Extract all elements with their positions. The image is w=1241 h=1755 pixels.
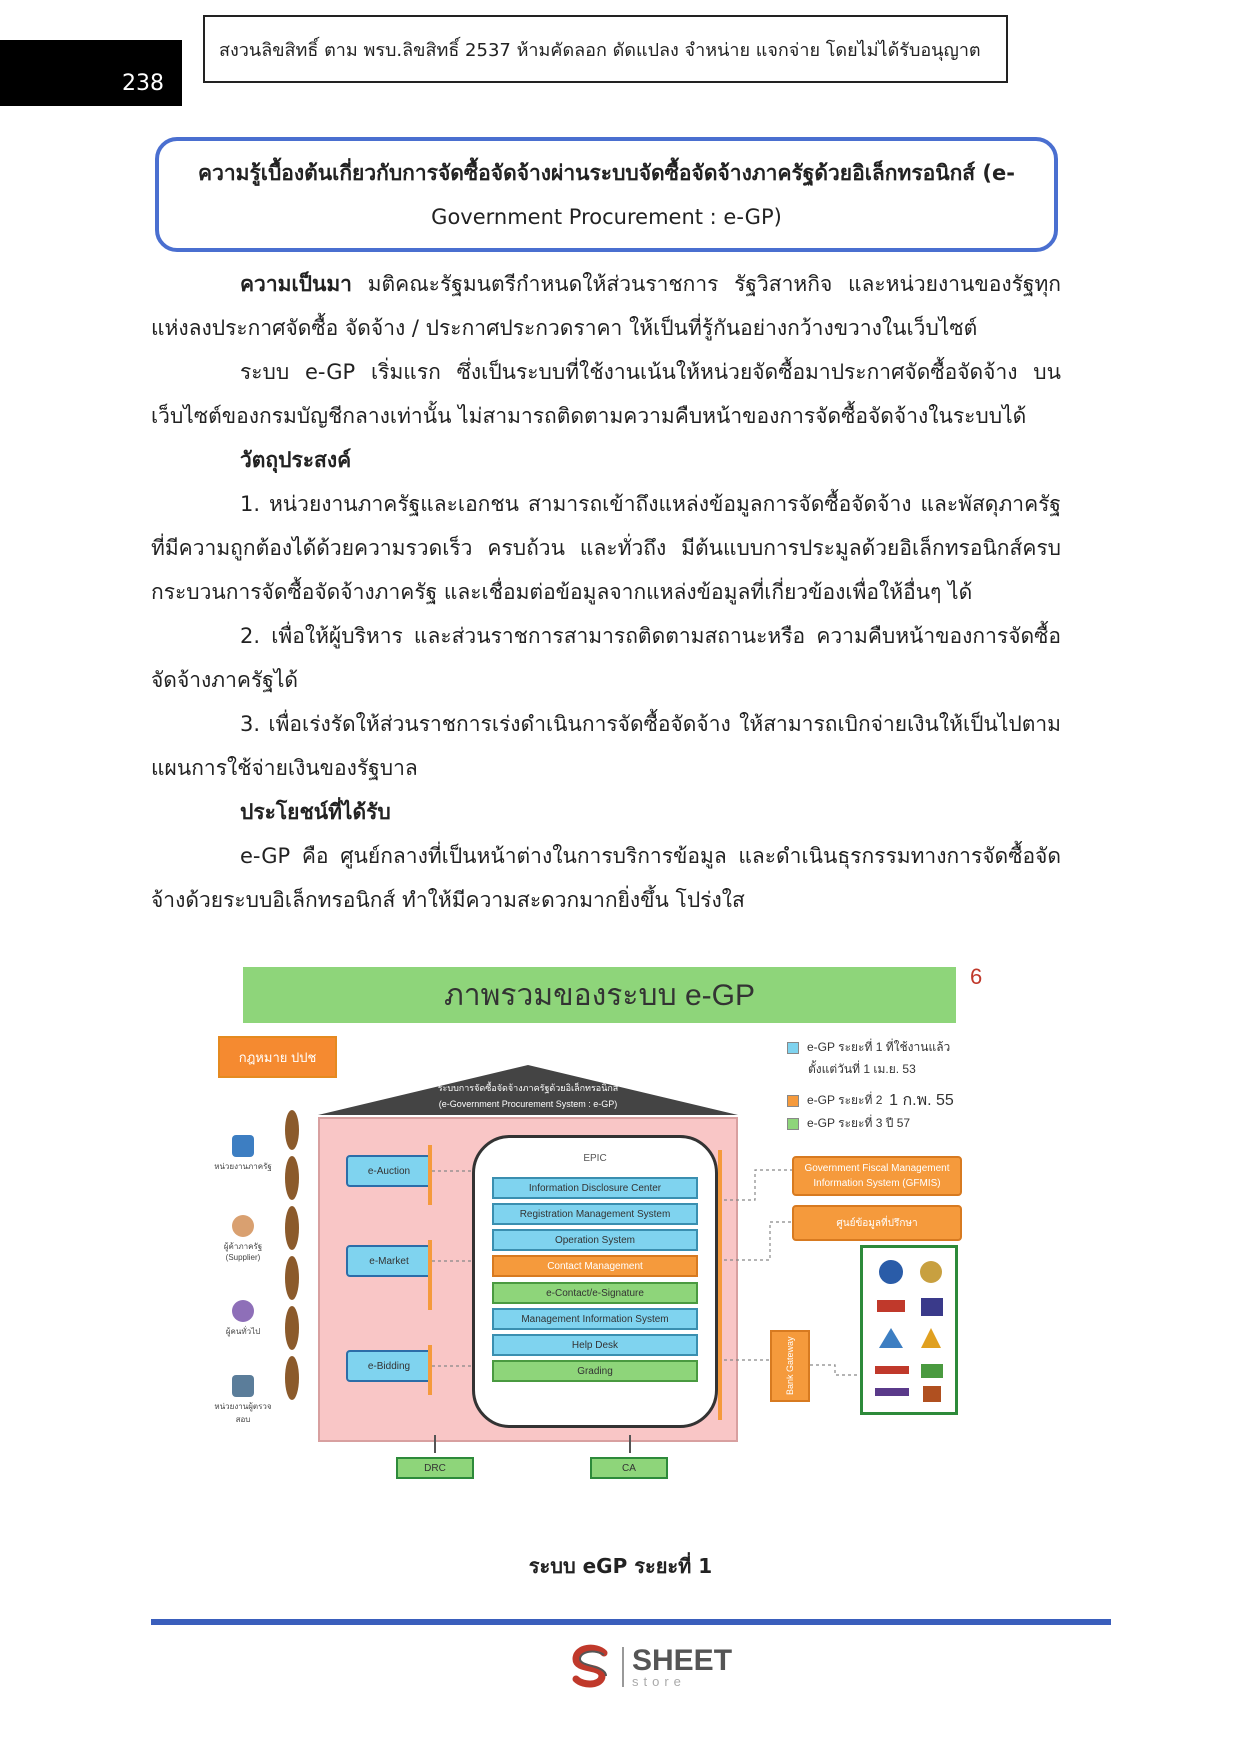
history-paragraph-2: ระบบ e-GP เริ่มแรก ซึ่งเป็นระบบที่ใช้งานเน้นให้หน่วยจัดซื้อมาประกาศจัดซื้อจัดจ้าง บนเว็บไซต์ของกรมบัญชีกลางเท่านั้น ไม่สามารถติดตามความคืบหน้าของการจัดซื้อจัดจ้างในระบบได้ (151, 360, 1061, 428)
roof-label-line2: (e-Government Procurement System : e-GP) (438, 1099, 618, 1109)
actor-supplier: ผู้ค้าภาครัฐ (Supplier) (210, 1215, 276, 1262)
logo-separator (622, 1647, 624, 1687)
objective-3: 3. เพื่อเร่งรัดให้ส่วนราชการเร่งดำเนินการจัดซื้อจัดจ้าง ให้สามารถเบิกจ่ายเงินให้เป็นไปตามแผนการใช้จ่ายเงินของรัฐบาล (151, 712, 1061, 780)
legend-swatch-green (787, 1118, 799, 1130)
benefit-1: e-GP คือ ศูนย์กลางที่เป็นหน้าต่างในการบริการข้อมูล และดำเนินธุรกรรมทางการจัดซื้อจัดจ้างด้วยระบบอิเล็กทรอนิกส์ ทำให้มีความสะดวกมากยิ่งขึ้น โปร่งใส (151, 844, 1061, 912)
epic-label: EPIC (583, 1153, 607, 1164)
e-market-box: e-Market (346, 1245, 432, 1277)
actor-government: หน่วยงานภาครัฐ (210, 1135, 276, 1173)
figure-caption: ระบบ eGP ระยะที่ 1 (528, 1554, 713, 1578)
law-box: กฎหมาย ปปช (218, 1036, 337, 1078)
history-label: ความเป็นมา (240, 272, 352, 296)
history-paragraph (151, 262, 1061, 350)
module-e-contact: e-Contact/e-Signature (492, 1282, 698, 1304)
legend-swatch-orange (787, 1095, 799, 1107)
logo-wordmark (632, 1646, 732, 1688)
module-information-disclosure: Information Disclosure Center (492, 1177, 698, 1199)
footer-rule (151, 1619, 1111, 1625)
module-mis: Management Information System (492, 1308, 698, 1330)
body-text (151, 262, 1061, 922)
bank-logos-panel (860, 1245, 958, 1415)
diagram-title: ภาพรวมของระบบ e-GP (243, 967, 956, 1023)
page-number-box (0, 40, 182, 106)
sheet-logo-icon (566, 1643, 614, 1691)
copyright-text: สงวนลิขสิทธิ์ ตาม พรบ.ลิขสิทธิ์ 2537 ห้ามคัดลอก ดัดแปลง จำหน่าย แจกจ่าย โดยไม่ได้รับอนุญาต (219, 39, 981, 61)
egp-overview-diagram (210, 960, 1000, 1500)
legend-phase-1: e-GP ระยะที่ 1 ที่ใช้งานแล้ว (787, 1038, 950, 1057)
legend-phase-2: e-GP ระยะที่ 2 1 ก.พ. 55 (787, 1088, 954, 1113)
module-grading: Grading (492, 1360, 698, 1382)
page-number: 238 (122, 71, 164, 96)
section-title-line1: ความรู้เบื้องต้นเกี่ยวกับการจัดซื้อจัดจ้างผ่านระบบจัดซื้อจัดจ้างภาครัฐด้วยอิเล็กทรอนิกส์ (e- (198, 160, 1015, 185)
legend-swatch-blue (787, 1042, 799, 1054)
legend-phase-1-date: ตั้งแต่วันที่ 1 เม.ย. 53 (808, 1062, 916, 1076)
module-registration-management: Registration Management System (492, 1203, 698, 1225)
slide-number: 6 (970, 964, 983, 989)
bank-logos-icon (863, 1248, 955, 1412)
logo-sub-text: store (632, 1674, 686, 1689)
module-help-desk: Help Desk (492, 1334, 698, 1356)
module-operation-system: Operation System (492, 1229, 698, 1251)
copyright-notice (203, 15, 1008, 83)
actor-auditor: หน่วยงานผู้ตรวจสอบ (210, 1375, 276, 1426)
module-contact-management: Contact Management (492, 1255, 698, 1277)
bank-gateway-box: Bank Gateway (770, 1330, 810, 1402)
info-center-box: ศูนย์ข้อมูลที่ปรึกษา (792, 1205, 962, 1241)
gfmis-box: Government Fiscal Management Information System (GFMIS) (792, 1156, 962, 1196)
ca-box: CA (590, 1457, 668, 1479)
section-title-line2: Government Procurement : e-GP) (431, 204, 782, 229)
actor-public: ผู้คนทั่วไป (210, 1300, 276, 1338)
history-text: มติคณะรัฐมนตรีกำหนดให้ส่วนราชการ รัฐวิสาหกิจ และหน่วยงานของรัฐทุกแห่งลงประกาศจัดซื้อ จัดจ้าง / ประกาศประกวดราคา ให้เป็นที่รู้กันอย่างกว้างขวางในเว็บไซต์ (151, 272, 1061, 340)
section-title-box (155, 137, 1058, 252)
objectives-heading: วัตถุประสงค์ (240, 448, 352, 472)
logo-main-text: SHEET (632, 1644, 733, 1677)
benefits-heading: ประโยชน์ที่ได้รับ (240, 800, 391, 824)
sheet-store-logo (566, 1643, 732, 1691)
legend-phase-3: e-GP ระยะที่ 3 ปี 57 (787, 1114, 910, 1133)
roof-label-line1: ระบบการจัดซื้อจัดจ้างภาครัฐด้วยอิเล็กทรอนิกส์ (437, 1083, 619, 1093)
drc-box: DRC (396, 1457, 474, 1479)
e-bidding-box: e-Bidding (346, 1350, 432, 1382)
objective-2: 2. เพื่อให้ผู้บริหาร และส่วนราชการสามารถติดตามสถานะหรือ ความคืบหน้าของการจัดซื้อจัดจ้างภาครัฐได้ (151, 624, 1061, 692)
e-auction-box: e-Auction (346, 1155, 432, 1187)
objective-1: 1. หน่วยงานภาครัฐและเอกชน สามารถเข้าถึงแหล่งข้อมูลการจัดซื้อจัดจ้าง และพัสดุภาครัฐที่มีความถูกต้องได้ด้วยความรวดเร็ว ครบถ้วน และทั่วถึง มีต้นแบบการประมูลด้วยอิเล็กทรอนิกส์ครบกระบวนการจัดซื้อจัดจ้างภาครัฐ และเชื่อมต่อข้อมูลจากแหล่งข้อมูลที่เกี่ยวข้องเพื่อให้อื่นๆ ได้ (151, 492, 1061, 604)
